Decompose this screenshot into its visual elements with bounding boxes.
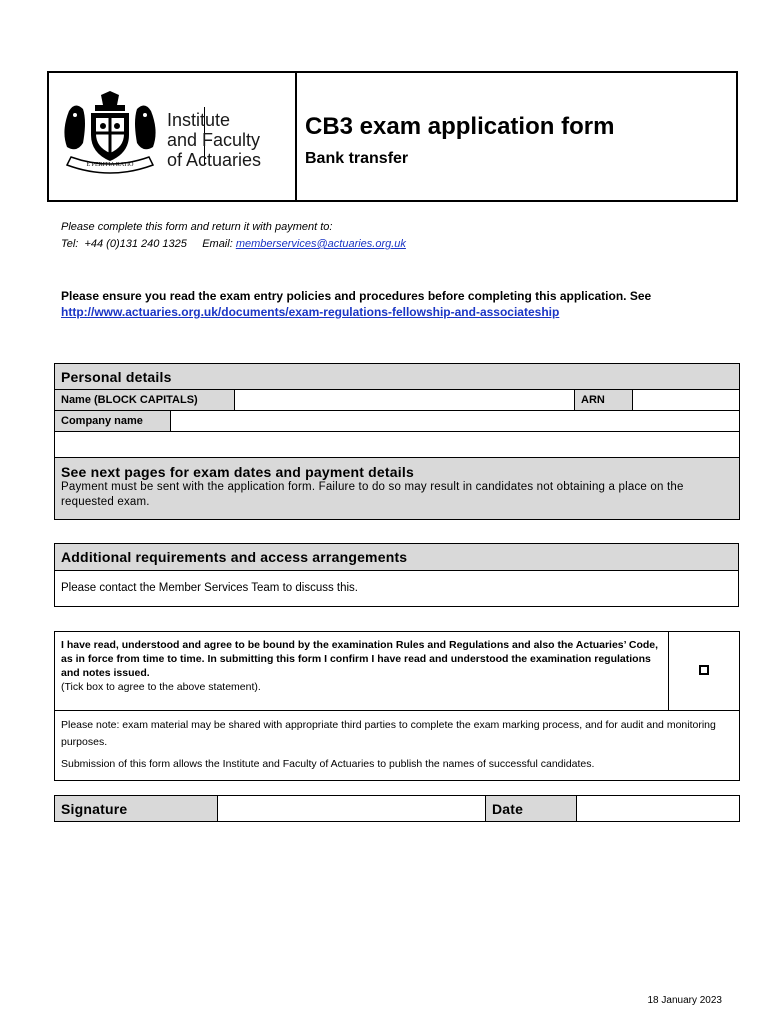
logo-line-2: and Faculty <box>167 130 261 150</box>
signature-label: Signature <box>55 796 218 822</box>
tel-label: Tel: <box>61 238 79 250</box>
logo-motto: E PERITIA RATIO <box>86 162 134 168</box>
tick-note: (Tick box to agree to the above statement). <box>61 681 261 693</box>
policy-text: Please ensure you read the exam entry policies and procedures before completing this application. See <box>61 289 652 303</box>
personal-details-title: Personal details <box>55 364 740 390</box>
date-field[interactable] <box>577 796 740 822</box>
agreement-checkbox-cell <box>669 632 740 711</box>
agreement-statement <box>55 632 669 711</box>
ifoa-crest-icon <box>63 91 157 177</box>
logo-line-1: Institute <box>167 110 231 130</box>
name-field[interactable] <box>235 390 575 411</box>
agreement-notes <box>55 711 740 781</box>
additional-requirements-table <box>54 543 739 607</box>
logo-line-3: of Actuaries <box>167 150 262 170</box>
company-name-field[interactable] <box>171 411 740 432</box>
name-label: Name (BLOCK CAPITALS) <box>55 390 235 411</box>
email-label: Email: <box>202 238 233 250</box>
additional-requirements-title: Additional requirements and access arrangements <box>55 544 739 571</box>
publication-note: Submission of this form allows the Institute and Faculty of Actuaries to publish the names of successful candidates. <box>61 758 595 770</box>
email-link[interactable]: memberservices@actuaries.org.uk <box>235 238 406 250</box>
company-name-label: Company name <box>55 411 171 432</box>
header-divider <box>295 73 297 200</box>
additional-requirements-text: Please contact the Member Services Team to discuss this. <box>55 571 739 607</box>
arn-label: ARN <box>575 390 633 411</box>
signature-field[interactable] <box>218 796 486 822</box>
payment-notice-title: See next pages for exam dates and payment details <box>61 464 414 480</box>
form-subtitle: Bank transfer <box>305 150 409 167</box>
contact-intro: Please complete this form and return it with payment to: <box>61 221 333 233</box>
agreement-text: I have read, understood and agree to be bound by the examination Rules and Regulations and also the Actuaries’ Code, as in force from time to time. In submitting this form I confirm I have read and understood the examination regulations and notes issued. <box>61 639 659 679</box>
personal-details-table <box>54 363 740 520</box>
company-name-extra-field[interactable] <box>55 432 740 458</box>
date-label: Date <box>486 796 577 822</box>
signature-table <box>54 795 740 822</box>
contact-line <box>61 238 406 250</box>
logo-wordmark <box>167 110 261 170</box>
arn-field[interactable] <box>633 390 740 411</box>
tel-number: +44 (0)131 240 1325 <box>84 238 187 250</box>
agreement-table <box>54 631 740 781</box>
footer-date: 18 January 2023 <box>647 995 722 1006</box>
form-title: CB3 exam application form <box>305 113 615 140</box>
payment-notice-text: Payment must be sent with the application form. Failure to do so may result in candidates not obtaining a place on the requested exam. <box>61 481 684 508</box>
form-header <box>47 71 738 202</box>
payment-notice <box>55 458 740 520</box>
agreement-checkbox[interactable] <box>699 665 709 675</box>
sharing-note: Please note: exam material may be shared with appropriate third parties to complete the exam marking process, and for audit and monitoring purposes. <box>61 719 716 748</box>
policy-notice <box>61 288 741 320</box>
policy-link[interactable]: http://www.actuaries.org.uk/documents/exam-regulations-fellowship-and-associateship <box>61 305 560 319</box>
